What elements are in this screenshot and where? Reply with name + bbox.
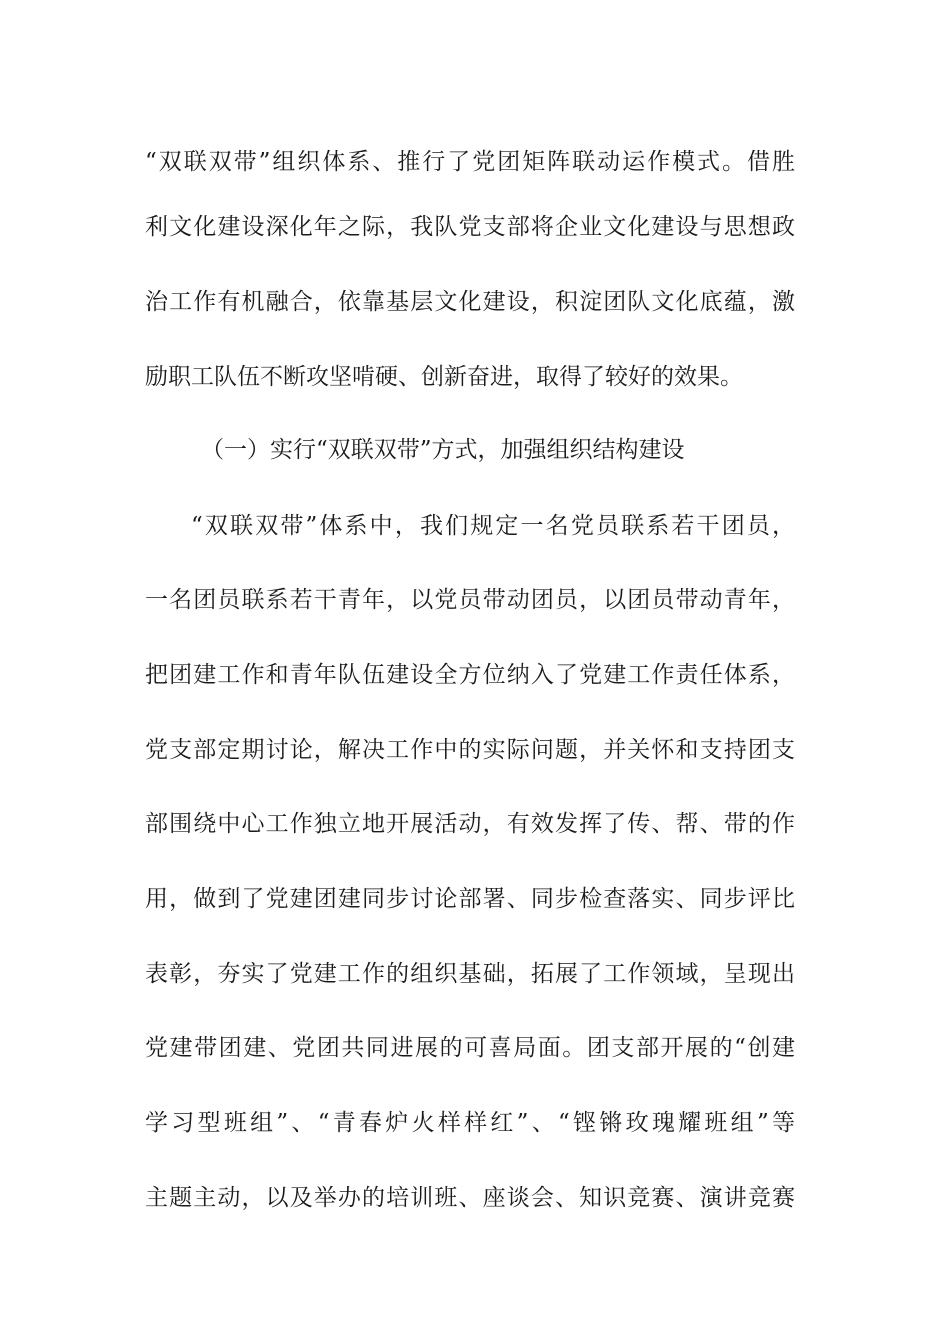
paragraph-1-line-4: 励职工队伍不断攻坚啃硬、创新奋进，取得了较好的效果。	[145, 364, 743, 390]
paragraph-2-line-7: 表彰，夯实了党建工作的组织基础，拓展了工作领域，呈现出	[145, 961, 795, 987]
paragraph-1-line-1: “双联双带”组织体系、推行了党团矩阵联动运作模式。借胜	[145, 149, 795, 175]
paragraph-2-line-9: 学习型班组”、“青春炉火样样红”、“铿锵玫瑰耀班组”等	[145, 1110, 795, 1136]
paragraph-2-line-1: “双联双带”体系中，我们规定一名党员联系若干团员，	[191, 513, 795, 539]
paragraph-1-line-2: 利文化建设深化年之际，我队党支部将企业文化建设与思想政	[145, 214, 795, 240]
paragraph-2-line-4: 党支部定期讨论，解决工作中的实际问题，并关怀和支持团支	[145, 737, 795, 763]
paragraph-2-line-6: 用，做到了党建团建同步讨论部署、同步检查落实、同步评比	[145, 886, 795, 912]
paragraph-2-line-5: 部围绕中心工作独立地开展活动，有效发挥了传、帮、带的作	[145, 811, 795, 837]
paragraph-2-line-2: 一名团员联系若干青年，以党员带动团员，以团员带动青年，	[145, 587, 795, 613]
paragraph-2-line-3: 把团建工作和青年队伍建设全方位纳入了党建工作责任体系，	[145, 662, 795, 688]
paragraph-1-line-3: 治工作有机融合，依靠基层文化建设，积淀团队文化底蕴，激	[145, 289, 795, 315]
section-heading: （一）实行“双联双带”方式，加强组织结构建设	[201, 437, 685, 463]
paragraph-2-line-10: 主题主动，以及举办的培训班、座谈会、知识竞赛、演讲竞赛	[145, 1185, 795, 1211]
paragraph-2-line-8: 党建带团建、党团共同进展的可喜局面。团支部开展的“创建	[145, 1035, 795, 1061]
